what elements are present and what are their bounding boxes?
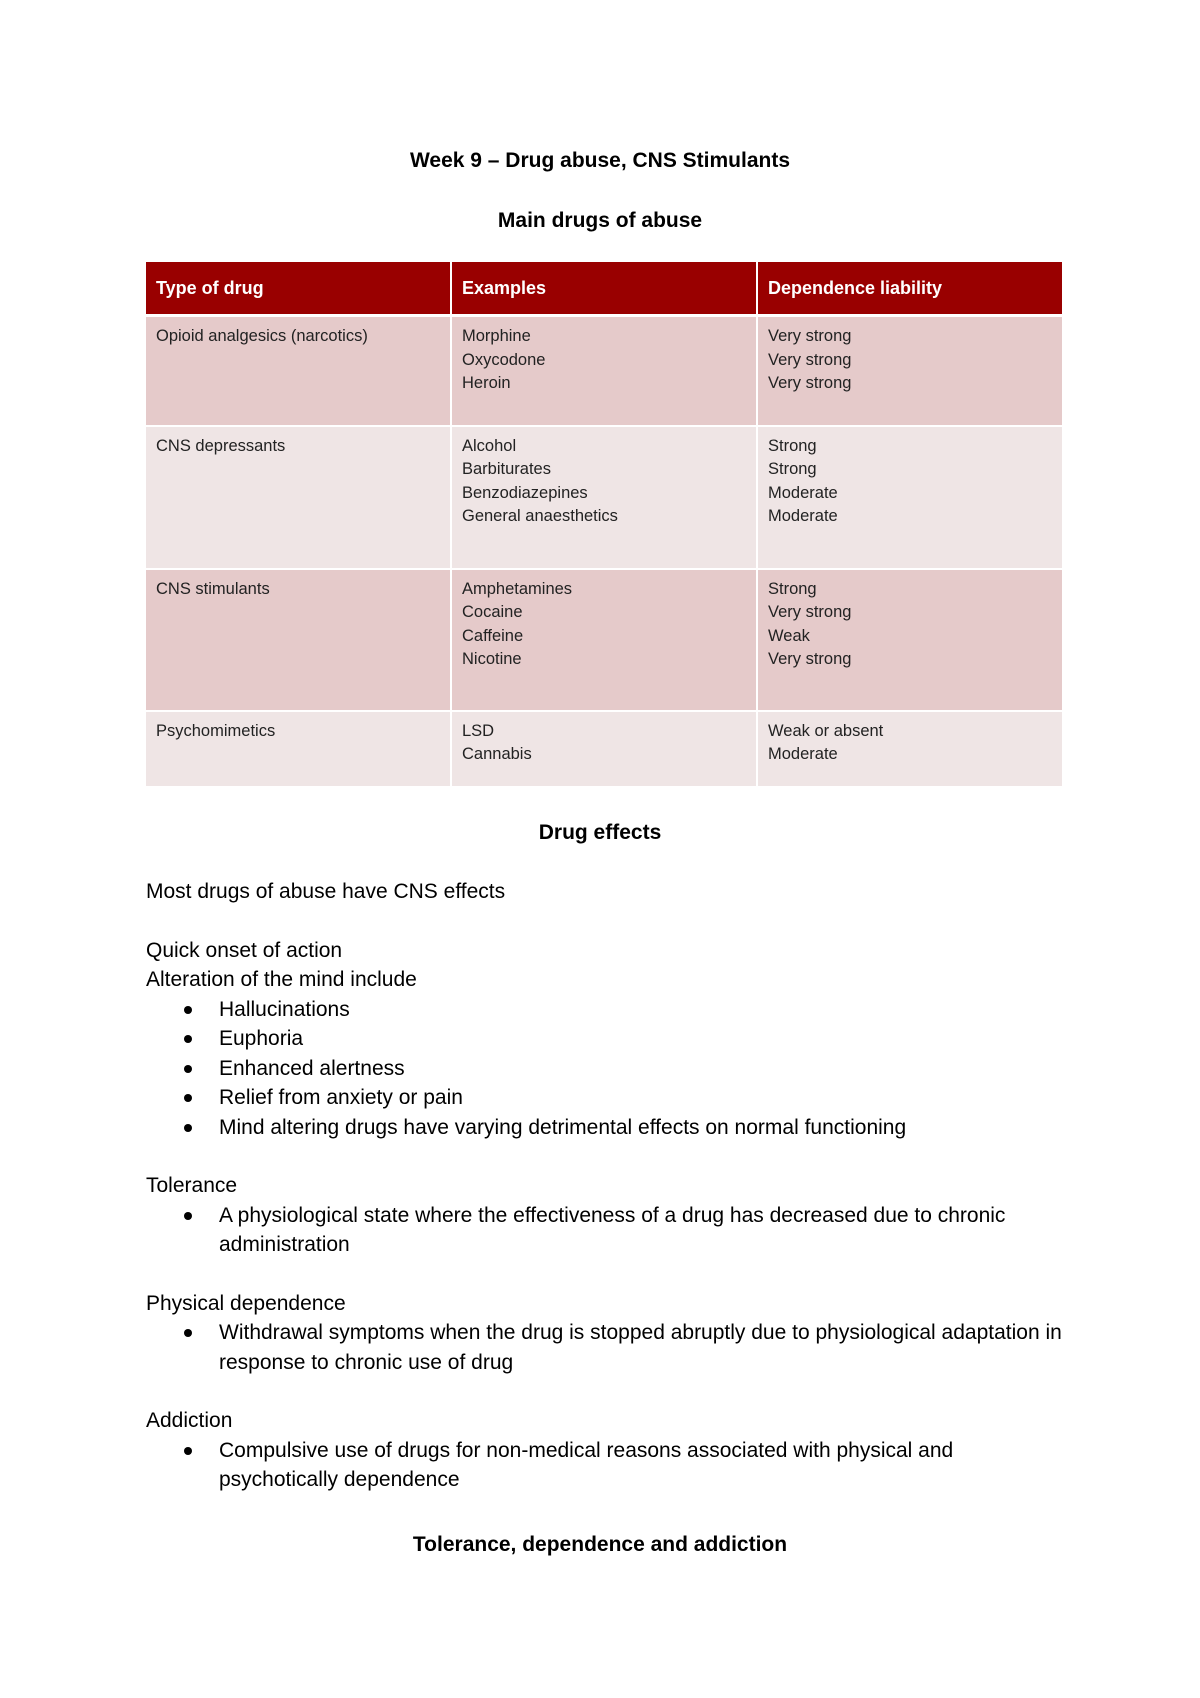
list-item: Mind altering drugs have varying detrimental effects on normal functioning — [146, 1113, 1066, 1143]
table-row — [146, 316, 1062, 426]
cell-text: Very strong — [768, 374, 852, 392]
table-header-row — [146, 262, 1062, 316]
cell-text: Very strong — [768, 350, 852, 369]
cell-text: General anaesthetics — [462, 507, 618, 525]
cell-type — [146, 426, 451, 569]
addiction-label: Addiction — [146, 1409, 233, 1432]
tolerance-label: Tolerance — [146, 1174, 238, 1197]
cell-text: Weak — [768, 626, 810, 645]
drugs-of-abuse-table — [146, 262, 1062, 788]
cell-liability — [757, 569, 1062, 711]
physical-dependence-label: Physical dependence — [146, 1291, 346, 1315]
cell-text: CNS stimulants — [156, 579, 270, 598]
cell-liability — [757, 316, 1062, 426]
addiction-list — [146, 1436, 1066, 1495]
list-item: Euphoria — [146, 1024, 1066, 1054]
page-title: Week 9 – Drug abuse, CNS Stimulants — [409, 149, 791, 172]
cell-examples — [451, 426, 757, 569]
cell-text: Cannabis — [462, 745, 532, 763]
list-item: Compulsive use of drugs for non-medical reasons associated with physical and psychotically dependence — [146, 1436, 1066, 1495]
cell-text: Cocaine — [462, 603, 523, 621]
table-heading: Main drugs of abuse — [497, 209, 703, 232]
cell-text: Strong — [768, 436, 817, 455]
cell-examples — [451, 316, 757, 426]
cell-text: LSD — [462, 721, 495, 740]
drugs-table-container — [146, 262, 1062, 788]
cell-text: Psychomimetics — [156, 721, 276, 740]
header-dependence-liability: Dependence liability — [757, 262, 1062, 316]
cell-text: Barbiturates — [462, 460, 551, 478]
cell-liability — [757, 426, 1062, 569]
cell-examples — [451, 711, 757, 787]
cell-text: Very strong — [768, 650, 852, 668]
cell-examples — [451, 569, 757, 711]
cell-text: Caffeine — [462, 626, 524, 645]
list-item: Hallucinations — [146, 995, 1066, 1025]
cell-text: Weak or absent — [768, 721, 884, 740]
cell-text: Very strong — [768, 327, 852, 345]
tolerance-list — [146, 1201, 1066, 1260]
list-item: Relief from anxiety or pain — [146, 1083, 1066, 1113]
list-item: Withdrawal symptoms when the drug is stopped abruptly due to physiological adaptation in response to chronic use of drug — [146, 1318, 1066, 1377]
cell-text: Strong — [768, 579, 817, 598]
cell-text: Morphine — [462, 327, 531, 345]
cell-type — [146, 569, 451, 711]
list-item: Enhanced alertness — [146, 1054, 1066, 1084]
cell-text: Moderate — [768, 507, 838, 525]
physical-dependence-list — [146, 1318, 1066, 1377]
cell-text: Moderate — [768, 483, 838, 502]
cell-type — [146, 316, 451, 426]
cell-text: Alcohol — [462, 436, 517, 455]
header-type-of-drug: Type of drug — [146, 262, 451, 316]
cell-liability — [757, 711, 1062, 787]
cell-text: Benzodiazepines — [462, 483, 588, 502]
table-row — [146, 711, 1062, 787]
cell-text: Strong — [768, 460, 817, 478]
mind-effects-list — [146, 995, 1066, 1143]
effects-section — [146, 877, 1066, 1495]
cell-text: CNS depressants — [156, 436, 286, 455]
cell-text: Nicotine — [462, 650, 522, 668]
cell-text: Opioid analgesics (narcotics) — [156, 327, 368, 345]
table-row — [146, 426, 1062, 569]
cell-text: Very strong — [768, 603, 852, 621]
table-row — [146, 569, 1062, 711]
mind-intro: Alteration of the mind include — [146, 968, 417, 991]
cell-type — [146, 711, 451, 787]
cell-text: Moderate — [768, 745, 838, 763]
onset-text: Quick onset of action — [146, 938, 343, 962]
effects-intro: Most drugs of abuse have CNS effects — [146, 880, 506, 903]
final-heading: Tolerance, dependence and addiction — [412, 1533, 788, 1556]
list-item: A physiological state where the effectiveness of a drug has decreased due to chronic administration — [146, 1201, 1066, 1260]
header-examples: Examples — [451, 262, 757, 316]
cell-text: Heroin — [462, 374, 511, 392]
effects-heading: Drug effects — [538, 821, 662, 844]
cell-text: Amphetamines — [462, 579, 573, 598]
cell-text: Oxycodone — [462, 350, 546, 369]
